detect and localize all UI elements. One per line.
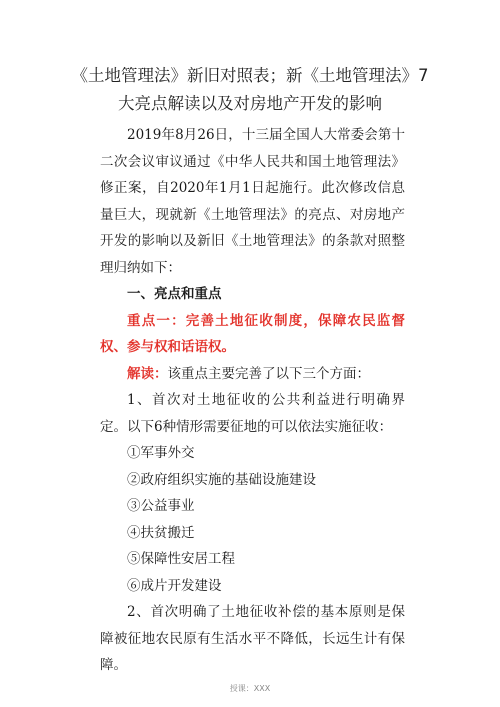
interpretation-label: 解读： <box>127 365 168 382</box>
list-item: ④扶贫搬迁 <box>127 524 195 541</box>
point-2-paragraph: 2、首次明确了土地征收补偿的基本原则是保障被征地农民原有生活水平不降低，长远生计有保障。 <box>100 604 405 673</box>
list-item: ⑤保障性安居工程 <box>127 551 235 567</box>
section-heading: 一、亮点和重点 <box>127 286 222 302</box>
list-item: ②政府组织实施的基础设施建设 <box>127 471 316 488</box>
document-title: 《土地管理法》新旧对照表；新《土地管理法》7大亮点解读以及对房地产开发的影响 <box>71 66 429 113</box>
interpretation-text: 该重点主要完善了以下三个方面： <box>167 365 370 382</box>
point-1-paragraph: 1、首次对土地征收的公共利益进行明确界定。以下6种情形需要征地的可以依法实施征收： <box>100 392 405 435</box>
document-body <box>100 122 405 679</box>
keypoint-heading: 重点一：完善土地征收制度，保障农民监督权、参与权和话语权。 <box>100 312 405 355</box>
list-item: ①军事外交 <box>127 445 195 461</box>
list-item: ⑥成片开发建设 <box>127 577 222 594</box>
intro-paragraph: 2019年8月26日，十三届全国人大常委会第十二次会议审议通过《中华人民共和国土地管理法》修正案，自2020年1月1日起施行。此次修改信息量巨大，现就新《土地管理法》的亮点、对房地产开发的影响以及新旧《土地管理法》的条款对照整理归纳如下： <box>100 127 405 276</box>
list-item: ③公益事业 <box>127 498 195 514</box>
page-footer: 授课：XXX <box>229 684 271 693</box>
interpretation-paragraph <box>100 361 405 388</box>
